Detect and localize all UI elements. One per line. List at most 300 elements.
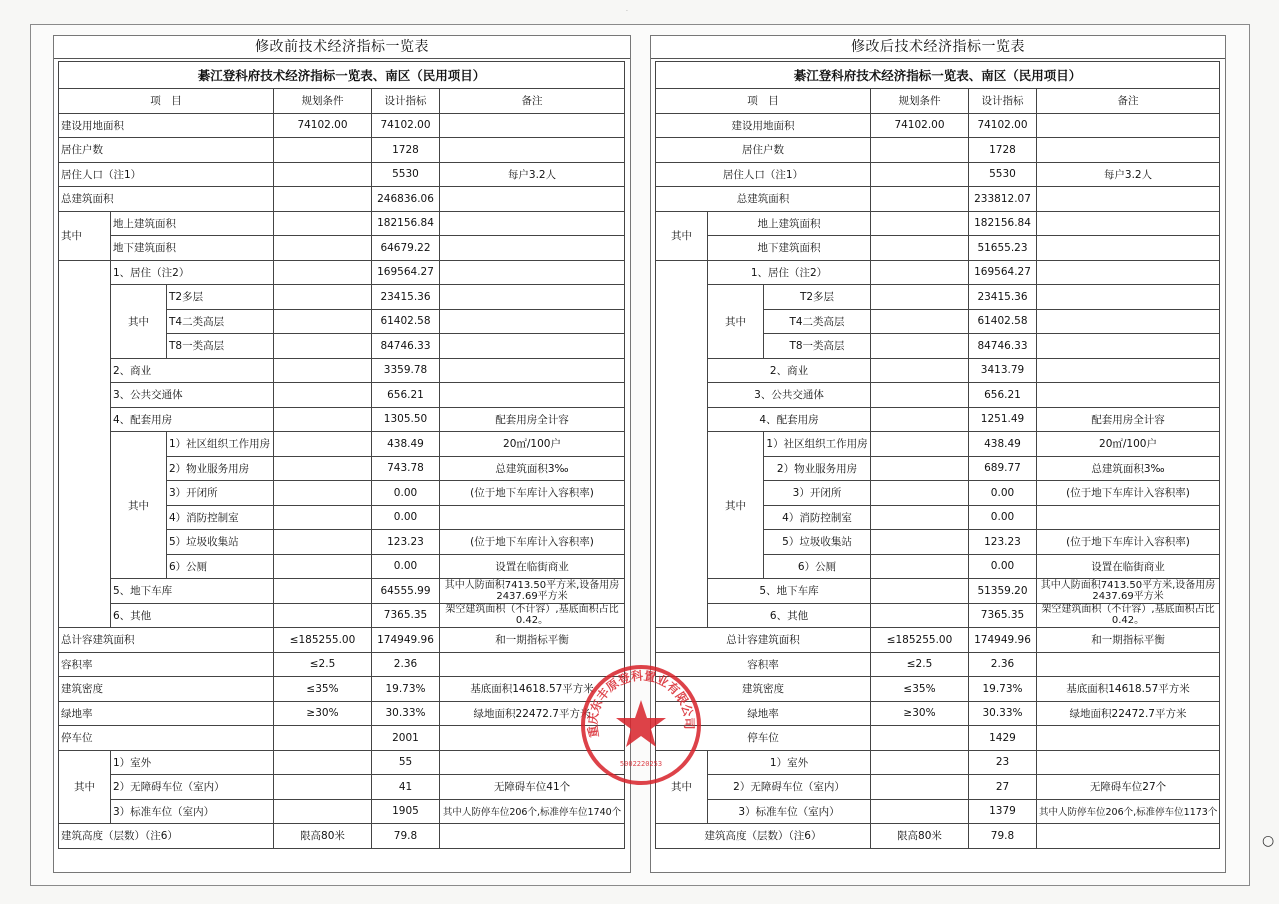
row-plan: 74102.00 xyxy=(274,113,372,138)
row-plan xyxy=(871,309,969,334)
row-note: (位于地下车库计入容积率) xyxy=(440,481,625,506)
row-note xyxy=(1037,505,1220,530)
row-note xyxy=(440,334,625,359)
row-label: 2、商业 xyxy=(708,358,871,383)
row-plan: ≥30% xyxy=(871,701,969,726)
row-plan xyxy=(871,481,969,506)
row-note xyxy=(1037,309,1220,334)
row-label: 6）公厕 xyxy=(167,554,274,579)
row-label: 停车位 xyxy=(59,726,274,751)
row-design: 61402.58 xyxy=(372,309,440,334)
row-plan xyxy=(274,309,372,334)
row-plan xyxy=(871,285,969,310)
row-note xyxy=(440,505,625,530)
row-note: 架空建筑面积（不计容）,基底面积占比0.42。 xyxy=(1037,603,1220,628)
table-title: 綦江登科府技术经济指标一览表、南区（民用项目） xyxy=(656,62,1220,89)
row-plan xyxy=(274,432,372,457)
group-label: 其中 xyxy=(111,432,167,579)
table-row xyxy=(656,211,1220,236)
row-label: 3、公共交通体 xyxy=(111,383,274,408)
row-note: 无障碍车位27个 xyxy=(1037,775,1220,800)
row-note xyxy=(1037,652,1220,677)
table-row xyxy=(59,652,625,677)
table-title: 綦江登科府技术经济指标一览表、南区（民用项目） xyxy=(59,62,625,89)
row-note: 总建筑面积3‰ xyxy=(1037,456,1220,481)
row-label: 1）社区组织工作用房 xyxy=(764,432,871,457)
table-row xyxy=(59,113,625,138)
row-plan xyxy=(871,505,969,530)
seal-number: 5002220253 xyxy=(619,760,663,768)
row-plan xyxy=(274,358,372,383)
row-note: 其中人防面积7413.50平方米,设备用房2437.69平方米 xyxy=(440,579,625,604)
table-row xyxy=(656,799,1220,824)
row-design: 169564.27 xyxy=(372,260,440,285)
row-plan xyxy=(871,334,969,359)
row-note: 绿地面积22472.7平方米 xyxy=(440,701,625,726)
row-design: 23 xyxy=(969,750,1037,775)
row-label: 建筑高度（层数）（注6） xyxy=(656,824,871,849)
table-row xyxy=(656,236,1220,261)
row-label: 4、配套用房 xyxy=(708,407,871,432)
row-plan: ≤2.5 xyxy=(871,652,969,677)
header-plan: 规划条件 xyxy=(871,89,969,114)
row-label: 5、地下车库 xyxy=(111,579,274,604)
row-label: 2）物业服务用房 xyxy=(167,456,274,481)
row-design: 19.73% xyxy=(969,677,1037,702)
row-plan xyxy=(871,260,969,285)
row-label: T8一类高层 xyxy=(764,334,871,359)
row-note: (位于地下车库计入容积率) xyxy=(1037,481,1220,506)
row-label: 5）垃圾收集站 xyxy=(167,530,274,555)
row-design: 55 xyxy=(372,750,440,775)
row-design: 30.33% xyxy=(372,701,440,726)
row-label: 总建筑面积 xyxy=(59,187,274,212)
row-label: 建设用地面积 xyxy=(656,113,871,138)
row-note xyxy=(1037,138,1220,163)
row-label: 总建筑面积 xyxy=(656,187,871,212)
row-note: (位于地下车库计入容积率) xyxy=(1037,530,1220,555)
table-row xyxy=(59,603,625,628)
row-design: 64679.22 xyxy=(372,236,440,261)
row-note: 设置在临街商业 xyxy=(440,554,625,579)
row-design: 0.00 xyxy=(372,481,440,506)
row-note xyxy=(440,358,625,383)
row-note xyxy=(1037,236,1220,261)
row-note xyxy=(440,113,625,138)
row-plan xyxy=(871,236,969,261)
row-note xyxy=(1037,824,1220,849)
row-plan xyxy=(274,505,372,530)
row-plan xyxy=(274,334,372,359)
table-row xyxy=(59,677,625,702)
group-label: 其中 xyxy=(656,211,708,260)
table-row xyxy=(656,652,1220,677)
row-label: 绿地率 xyxy=(59,701,274,726)
row-plan xyxy=(274,579,372,604)
row-design: 1728 xyxy=(969,138,1037,163)
after-panel xyxy=(650,35,1226,873)
row-design: 84746.33 xyxy=(372,334,440,359)
row-label: 4、配套用房 xyxy=(111,407,274,432)
row-label: 总计容建筑面积 xyxy=(656,628,871,653)
row-note: 每户3.2人 xyxy=(1037,162,1220,187)
row-plan xyxy=(274,775,372,800)
row-plan xyxy=(871,554,969,579)
row-plan xyxy=(871,383,969,408)
table-row xyxy=(656,579,1220,604)
row-note xyxy=(440,187,625,212)
row-plan xyxy=(274,530,372,555)
row-design: 23415.36 xyxy=(969,285,1037,310)
row-design: 1429 xyxy=(969,726,1037,751)
row-design: 84746.33 xyxy=(969,334,1037,359)
after-table xyxy=(655,61,1220,849)
row-design: 2001 xyxy=(372,726,440,751)
table-row xyxy=(656,677,1220,702)
table-row xyxy=(59,799,625,824)
row-label: 1）室外 xyxy=(111,750,274,775)
header-note: 备注 xyxy=(440,89,625,114)
row-label: 6）公厕 xyxy=(764,554,871,579)
row-design: 182156.84 xyxy=(969,211,1037,236)
row-label: 1、居住（注2） xyxy=(111,260,274,285)
row-label: 总计容建筑面积 xyxy=(59,628,274,653)
row-note xyxy=(1037,750,1220,775)
table-row xyxy=(59,236,625,261)
table-row xyxy=(656,138,1220,163)
group-label: 其中 xyxy=(59,211,111,260)
row-note: 每户3.2人 xyxy=(440,162,625,187)
row-plan xyxy=(871,187,969,212)
table-row xyxy=(656,824,1220,849)
table-row xyxy=(656,432,1220,457)
row-label: T4二类高层 xyxy=(764,309,871,334)
header-design: 设计指标 xyxy=(372,89,440,114)
row-note: (位于地下车库计入容积率) xyxy=(440,530,625,555)
row-design: 7365.35 xyxy=(969,603,1037,628)
row-label: 4）消防控制室 xyxy=(764,505,871,530)
row-plan xyxy=(871,579,969,604)
row-plan xyxy=(274,260,372,285)
row-note: 总建筑面积3‰ xyxy=(440,456,625,481)
row-plan xyxy=(871,726,969,751)
row-plan: ≤35% xyxy=(871,677,969,702)
row-design: 74102.00 xyxy=(969,113,1037,138)
row-design: 51359.20 xyxy=(969,579,1037,604)
row-plan xyxy=(871,432,969,457)
row-plan xyxy=(871,603,969,628)
row-plan xyxy=(871,799,969,824)
table-header-row xyxy=(656,89,1220,114)
row-design: 30.33% xyxy=(969,701,1037,726)
row-label: 地下建筑面积 xyxy=(708,236,871,261)
row-design: 0.00 xyxy=(969,554,1037,579)
table-row xyxy=(59,383,625,408)
row-design: 743.78 xyxy=(372,456,440,481)
row-plan xyxy=(274,211,372,236)
table-row xyxy=(656,187,1220,212)
group-label: 其中 xyxy=(111,285,167,359)
row-design: 51655.23 xyxy=(969,236,1037,261)
table-row xyxy=(59,579,625,604)
row-note xyxy=(1037,383,1220,408)
row-note xyxy=(440,652,625,677)
row-label: 居住户数 xyxy=(59,138,274,163)
row-label: 地下建筑面积 xyxy=(111,236,274,261)
row-design: 182156.84 xyxy=(372,211,440,236)
row-plan xyxy=(274,554,372,579)
row-note xyxy=(1037,726,1220,751)
row-label: T4二类高层 xyxy=(167,309,274,334)
table-row xyxy=(59,187,625,212)
row-design: 0.00 xyxy=(372,505,440,530)
table-row xyxy=(59,775,625,800)
row-note xyxy=(1037,260,1220,285)
row-plan: 限高80米 xyxy=(274,824,372,849)
row-plan xyxy=(274,407,372,432)
row-plan xyxy=(871,750,969,775)
row-plan xyxy=(871,775,969,800)
table-row xyxy=(656,260,1220,285)
row-design: 3359.78 xyxy=(372,358,440,383)
row-label: 1、居住（注2） xyxy=(708,260,871,285)
row-design: 79.8 xyxy=(372,824,440,849)
row-note: 20㎡/100户 xyxy=(440,432,625,457)
row-design: 123.23 xyxy=(969,530,1037,555)
row-plan xyxy=(274,456,372,481)
row-design: 689.77 xyxy=(969,456,1037,481)
row-note: 和一期指标平衡 xyxy=(1037,628,1220,653)
row-label: 3）开闭所 xyxy=(764,481,871,506)
row-note: 基底面积14618.57平方米 xyxy=(1037,677,1220,702)
row-design: 174949.96 xyxy=(969,628,1037,653)
row-label: 6、其他 xyxy=(111,603,274,628)
row-plan: ≤2.5 xyxy=(274,652,372,677)
row-label: 1）室外 xyxy=(708,750,871,775)
row-note: 架空建筑面积（不计容）,基底面积占比0.42。 xyxy=(440,603,625,628)
before-table xyxy=(58,61,625,849)
row-plan xyxy=(274,726,372,751)
row-label: 5、地下车库 xyxy=(708,579,871,604)
table-row xyxy=(656,701,1220,726)
table-row xyxy=(59,726,625,751)
row-label: T8一类高层 xyxy=(167,334,274,359)
row-plan: ≤185255.00 xyxy=(871,628,969,653)
row-note xyxy=(440,726,625,751)
row-design: 233812.07 xyxy=(969,187,1037,212)
table-row xyxy=(59,260,625,285)
row-note: 其中人防停车位206个,标准停车位1173个 xyxy=(1037,799,1220,824)
row-label: T2多层 xyxy=(167,285,274,310)
table-header-row xyxy=(59,89,625,114)
row-plan xyxy=(274,285,372,310)
row-plan xyxy=(274,236,372,261)
row-note: 无障碍车位41个 xyxy=(440,775,625,800)
table-row xyxy=(59,407,625,432)
row-note xyxy=(440,260,625,285)
table-row xyxy=(656,628,1220,653)
row-note: 其中人防面积7413.50平方米,设备用房2437.69平方米 xyxy=(1037,579,1220,604)
row-note xyxy=(440,138,625,163)
row-plan xyxy=(274,481,372,506)
before-panel xyxy=(53,35,631,873)
row-design: 5530 xyxy=(372,162,440,187)
row-label: 容积率 xyxy=(59,652,274,677)
group-label: 其中 xyxy=(59,750,111,824)
group-spacer xyxy=(59,260,111,628)
table-row xyxy=(656,750,1220,775)
row-plan xyxy=(274,162,372,187)
table-row xyxy=(59,211,625,236)
table-row xyxy=(59,628,625,653)
row-note: 配套用房全计容 xyxy=(1037,407,1220,432)
row-note: 20㎡/100户 xyxy=(1037,432,1220,457)
row-note: 和一期指标平衡 xyxy=(440,628,625,653)
row-design: 19.73% xyxy=(372,677,440,702)
table-row xyxy=(59,432,625,457)
row-note xyxy=(1037,187,1220,212)
table-row xyxy=(59,750,625,775)
row-label: 2、商业 xyxy=(111,358,274,383)
row-plan: 限高80米 xyxy=(871,824,969,849)
row-design: 246836.06 xyxy=(372,187,440,212)
row-plan: 74102.00 xyxy=(871,113,969,138)
header-item: 项 目 xyxy=(59,89,274,114)
row-plan xyxy=(274,750,372,775)
table-row xyxy=(59,285,625,310)
table-row xyxy=(656,407,1220,432)
row-design: 0.00 xyxy=(969,505,1037,530)
row-plan xyxy=(871,407,969,432)
row-label: 建筑密度 xyxy=(656,677,871,702)
after-panel-header: 修改后技术经济指标一览表 xyxy=(651,36,1225,59)
row-plan xyxy=(871,456,969,481)
row-plan xyxy=(871,358,969,383)
row-design: 5530 xyxy=(969,162,1037,187)
row-plan xyxy=(274,603,372,628)
row-plan: ≤35% xyxy=(274,677,372,702)
table-row xyxy=(59,701,625,726)
row-label: 地上建筑面积 xyxy=(708,211,871,236)
table-row xyxy=(59,162,625,187)
row-label: 2）物业服务用房 xyxy=(764,456,871,481)
row-note xyxy=(1037,334,1220,359)
row-label: 建筑密度 xyxy=(59,677,274,702)
row-note xyxy=(440,750,625,775)
row-plan xyxy=(274,799,372,824)
edge-circle-mark: ○ xyxy=(1262,833,1275,849)
row-plan xyxy=(871,138,969,163)
row-label: 3、公共交通体 xyxy=(708,383,871,408)
row-note: 设置在临街商业 xyxy=(1037,554,1220,579)
row-note xyxy=(1037,358,1220,383)
row-design: 174949.96 xyxy=(372,628,440,653)
row-design: 3413.79 xyxy=(969,358,1037,383)
row-design: 0.00 xyxy=(969,481,1037,506)
row-label: 居住人口（注1） xyxy=(59,162,274,187)
row-note xyxy=(1037,211,1220,236)
row-label: 绿地率 xyxy=(656,701,871,726)
row-design: 438.49 xyxy=(372,432,440,457)
row-design: 656.21 xyxy=(969,383,1037,408)
row-label: 3）标准车位（室内） xyxy=(111,799,274,824)
table-row xyxy=(656,775,1220,800)
table-row xyxy=(656,726,1220,751)
row-label: 6、其他 xyxy=(708,603,871,628)
row-plan xyxy=(274,138,372,163)
scan-speck: · xyxy=(626,8,628,15)
row-plan: ≥30% xyxy=(274,701,372,726)
header-plan: 规划条件 xyxy=(274,89,372,114)
row-label: 5）垃圾收集站 xyxy=(764,530,871,555)
row-plan xyxy=(274,187,372,212)
row-design: 74102.00 xyxy=(372,113,440,138)
row-label: 3）标准车位（室内） xyxy=(708,799,871,824)
row-label: 4）消防控制室 xyxy=(167,505,274,530)
table-row xyxy=(656,285,1220,310)
group-label: 其中 xyxy=(708,285,764,359)
group-label: 其中 xyxy=(708,432,764,579)
table-row xyxy=(656,358,1220,383)
row-label: 居住人口（注1） xyxy=(656,162,871,187)
row-label: T2多层 xyxy=(764,285,871,310)
row-design: 64555.99 xyxy=(372,579,440,604)
row-plan xyxy=(274,383,372,408)
row-label: 1）社区组织工作用房 xyxy=(167,432,274,457)
row-note: 配套用房全计容 xyxy=(440,407,625,432)
row-note xyxy=(440,383,625,408)
header-design: 设计指标 xyxy=(969,89,1037,114)
row-design: 1379 xyxy=(969,799,1037,824)
row-design: 61402.58 xyxy=(969,309,1037,334)
row-note: 其中人防停车位206个,标准停车位1740个 xyxy=(440,799,625,824)
row-design: 1905 xyxy=(372,799,440,824)
row-design: 1728 xyxy=(372,138,440,163)
row-design: 2.36 xyxy=(969,652,1037,677)
row-design: 27 xyxy=(969,775,1037,800)
row-label: 2）无障碍车位（室内） xyxy=(708,775,871,800)
row-label: 容积率 xyxy=(656,652,871,677)
row-plan: ≤185255.00 xyxy=(274,628,372,653)
row-note xyxy=(440,211,625,236)
row-note xyxy=(1037,285,1220,310)
row-design: 0.00 xyxy=(372,554,440,579)
header-item: 项 目 xyxy=(656,89,871,114)
table-row xyxy=(59,358,625,383)
before-panel-header: 修改前技术经济指标一览表 xyxy=(54,36,630,59)
row-design: 123.23 xyxy=(372,530,440,555)
row-design: 23415.36 xyxy=(372,285,440,310)
row-label: 2）无障碍车位（室内） xyxy=(111,775,274,800)
row-design: 79.8 xyxy=(969,824,1037,849)
group-label: 其中 xyxy=(656,750,708,824)
table-row xyxy=(656,383,1220,408)
table-row xyxy=(59,824,625,849)
table-row xyxy=(59,138,625,163)
table-row xyxy=(656,113,1220,138)
row-note xyxy=(440,309,625,334)
row-label: 居住户数 xyxy=(656,138,871,163)
row-plan xyxy=(871,530,969,555)
row-plan xyxy=(871,211,969,236)
row-label: 停车位 xyxy=(656,726,871,751)
table-row xyxy=(656,162,1220,187)
row-label: 建筑高度（层数）（注6） xyxy=(59,824,274,849)
row-label: 建设用地面积 xyxy=(59,113,274,138)
row-design: 7365.35 xyxy=(372,603,440,628)
table-row xyxy=(656,603,1220,628)
row-label: 3）开闭所 xyxy=(167,481,274,506)
